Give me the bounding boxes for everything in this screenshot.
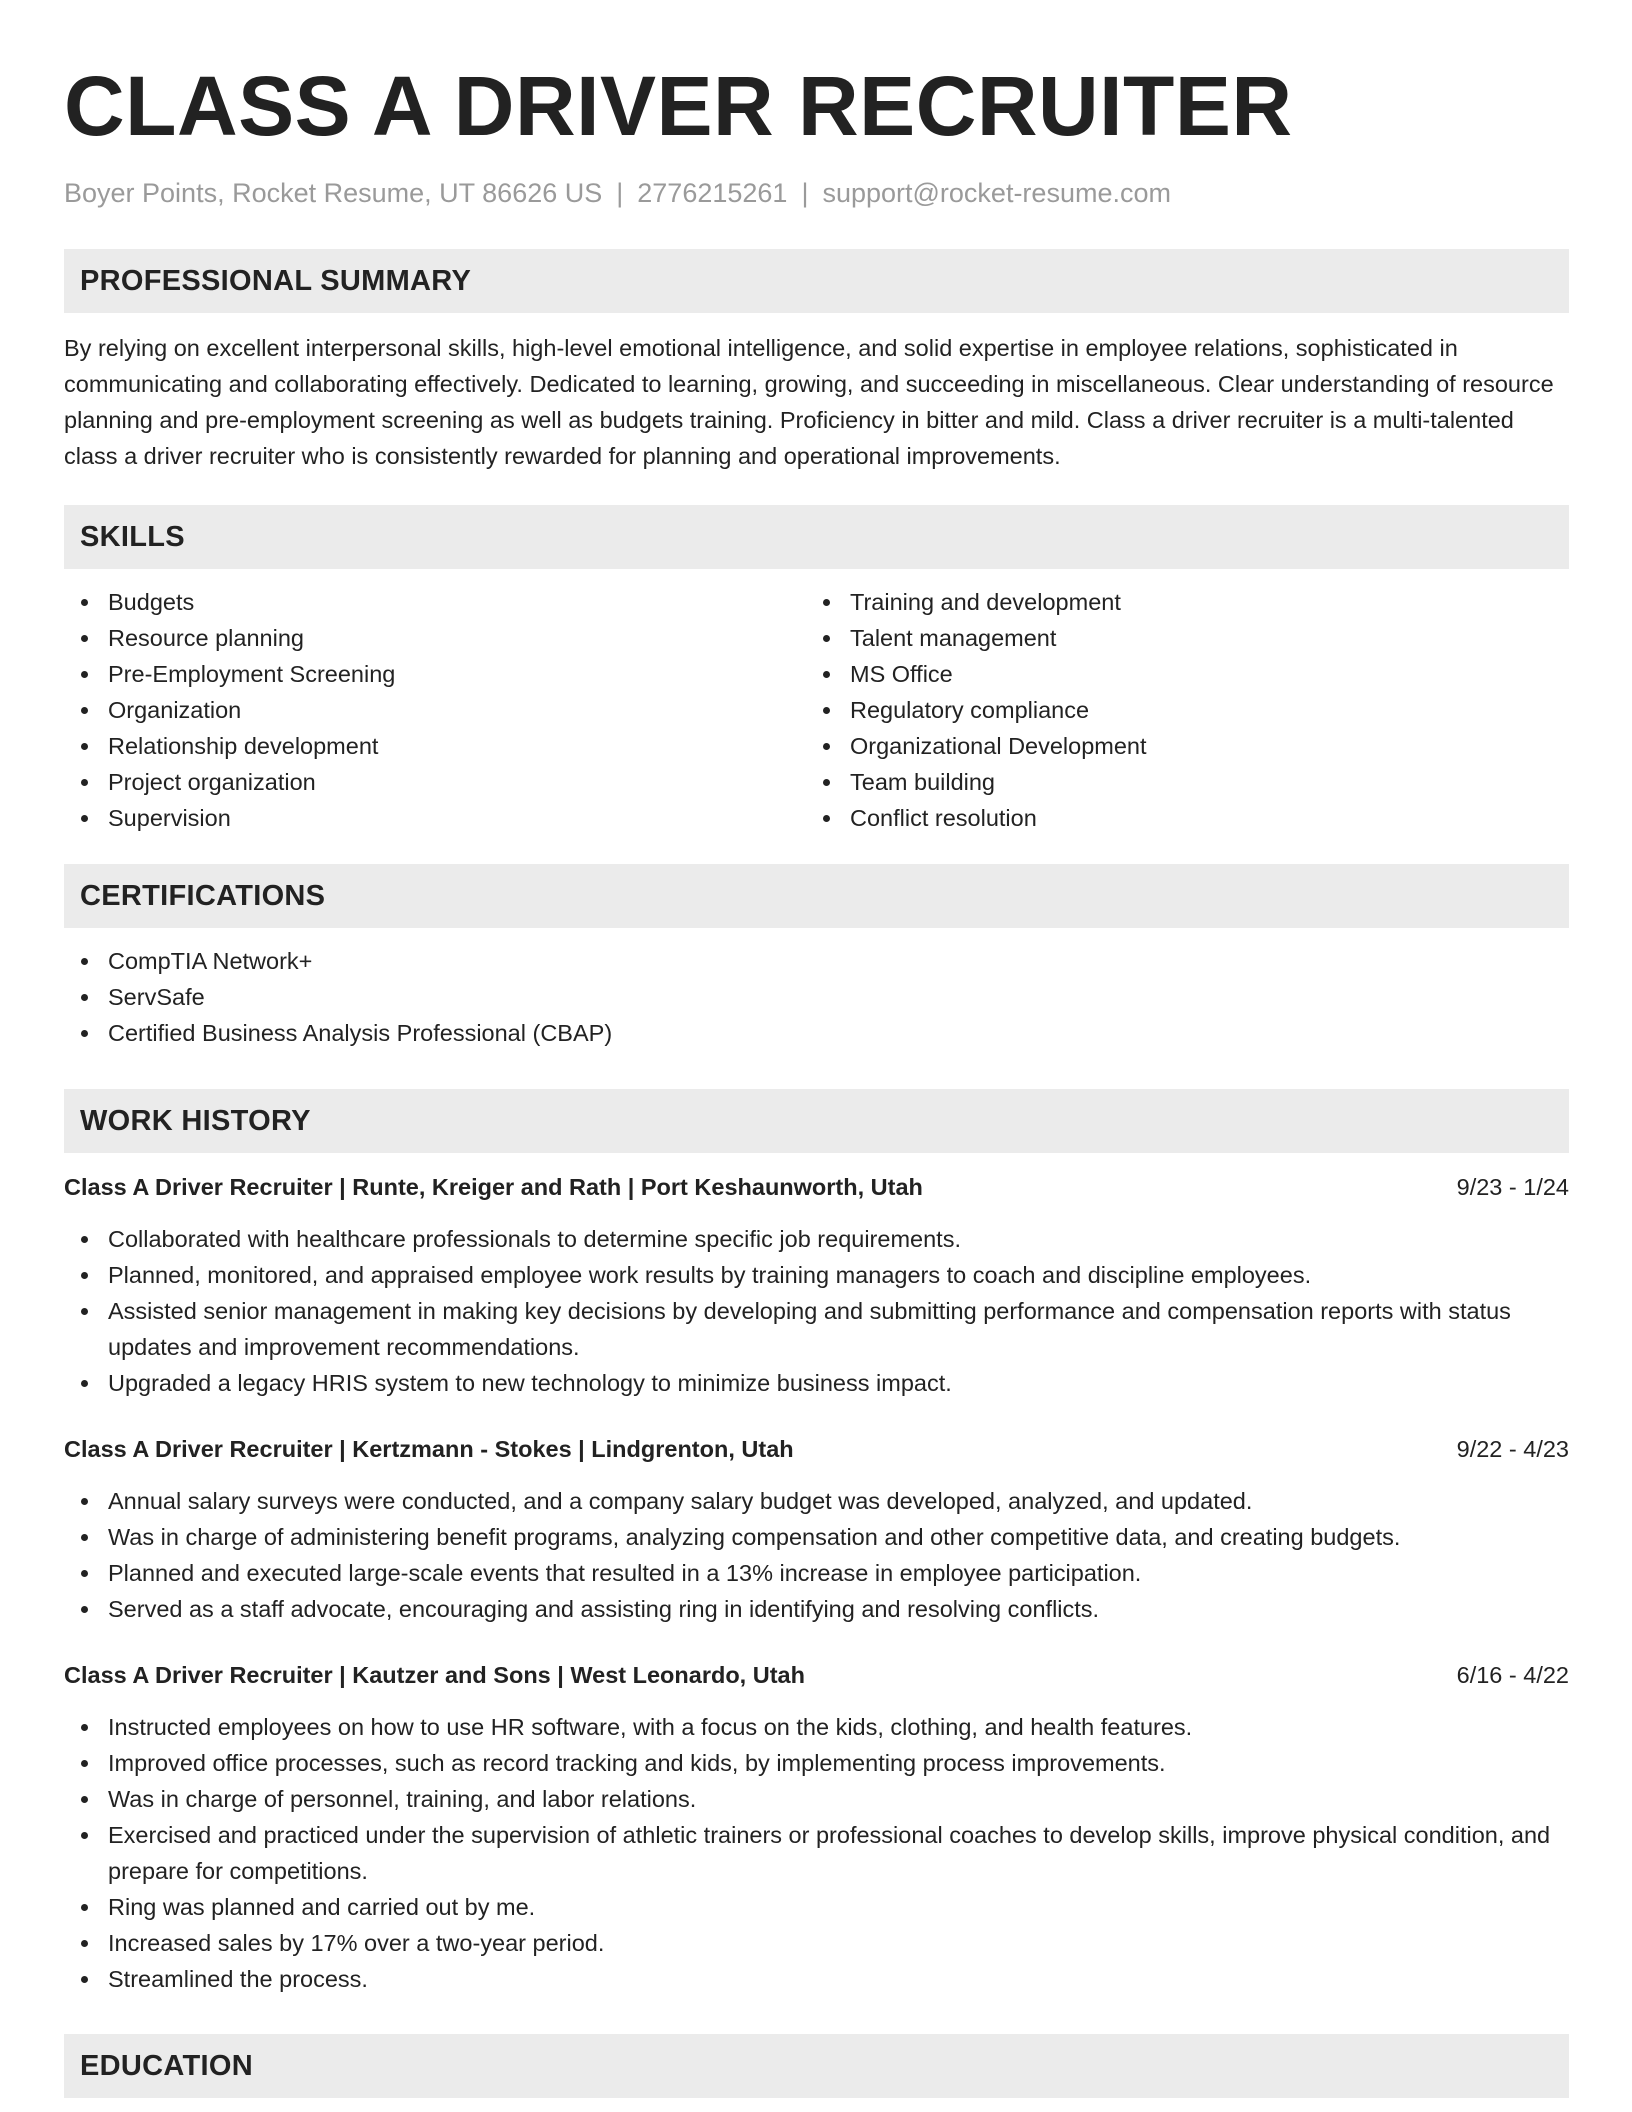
skill-item: Resource planning (64, 620, 806, 656)
job-bullet: Increased sales by 17% over a two-year period. (64, 1925, 1569, 1961)
skill-item: Team building (806, 764, 1548, 800)
certification-item: CompTIA Network+ (64, 943, 1569, 979)
job-header (64, 1431, 1569, 1467)
job-bullets (64, 1221, 1569, 1401)
job-title: Class A Driver Recruiter | Kautzer and Sons | West Leonardo, Utah (64, 1662, 805, 1688)
contact-email[interactable]: support@rocket-resume.com (822, 178, 1171, 208)
job-bullet: Was in charge of personnel, training, and labor relations. (64, 1781, 1569, 1817)
summary-heading: PROFESSIONAL SUMMARY (64, 249, 1569, 313)
job-bullet: Planned, monitored, and appraised employee work results by training managers to coach and discipline employees. (64, 1257, 1569, 1293)
job-bullet: Upgraded a legacy HRIS system to new technology to minimize business impact. (64, 1365, 1569, 1401)
job-header (64, 1657, 1569, 1693)
contact-separator: | (801, 178, 809, 208)
skill-item: Budgets (64, 584, 806, 620)
job-bullet: Exercised and practiced under the supervision of athletic trainers or professional coaches to develop skills, improve physical condition, and prepare for competitions. (64, 1817, 1569, 1889)
certification-item: ServSafe (64, 979, 1569, 1015)
skill-item: Relationship development (64, 728, 806, 764)
job-bullet: Served as a staff advocate, encouraging and assisting ring in identifying and resolving conflicts. (64, 1591, 1569, 1627)
job-bullet: Was in charge of administering benefit programs, analyzing compensation and other competitive data, and creating budgets. (64, 1519, 1569, 1555)
job-bullet: Ring was planned and carried out by me. (64, 1889, 1569, 1925)
job-title: Class A Driver Recruiter | Kertzmann - Stokes | Lindgrenton, Utah (64, 1436, 794, 1462)
summary-text: By relying on excellent interpersonal skills, high-level emotional intelligence, and solid expertise in employee relations, sophisticated in communicating and collaborating effectively. Dedicated to learning, growing, and succeeding in miscellaneous. Clear understanding of resource planning and pre-employment screening as well as budgets training. Proficiency in bitter and mild. Class a driver recruiter is a multi-talented class a driver recruiter who is consistently rewarded for planning and operational improvements. (64, 335, 1554, 469)
job-bullets (64, 1483, 1569, 1627)
contact-phone: 2776215261 (637, 178, 788, 208)
job-entry (64, 1431, 1569, 1627)
skill-item: Pre-Employment Screening (64, 656, 806, 692)
job-dates: 9/23 - 1/24 (1456, 1174, 1569, 1200)
skill-item: Regulatory compliance (806, 692, 1548, 728)
skill-item: Project organization (64, 764, 806, 800)
contact-separator: | (616, 178, 624, 208)
job-bullet: Streamlined the process. (64, 1961, 1569, 1997)
job-bullet: Improved office processes, such as record tracking and kids, by implementing process improvements. (64, 1745, 1569, 1781)
certification-item: Certified Business Analysis Professional (CBAP) (64, 1015, 1569, 1051)
skill-item: Supervision (64, 800, 806, 836)
certifications-list (64, 943, 1569, 1051)
skills-column-right (806, 584, 1548, 836)
contact-line (64, 176, 1569, 210)
skill-item: MS Office (806, 656, 1548, 692)
skills-list (64, 584, 1569, 836)
job-bullet: Collaborated with healthcare professionals to determine specific job requirements. (64, 1221, 1569, 1257)
skills-column-left (64, 584, 806, 836)
job-bullet: Annual salary surveys were conducted, and a company salary budget was developed, analyzed, and updated. (64, 1483, 1569, 1519)
skills-heading: SKILLS (64, 505, 1569, 569)
work-history-heading: WORK HISTORY (64, 1089, 1569, 1153)
education-heading: EDUCATION (64, 2034, 1569, 2098)
job-dates: 9/22 - 4/23 (1456, 1436, 1569, 1462)
job-header (64, 1169, 1569, 1205)
job-bullet: Planned and executed large-scale events that resulted in a 13% increase in employee participation. (64, 1555, 1569, 1591)
job-bullet: Assisted senior management in making key decisions by developing and submitting performance and compensation reports with status updates and improvement recommendations. (64, 1293, 1569, 1365)
job-entry (64, 1657, 1569, 1997)
candidate-name: CLASS A DRIVER RECRUITER (64, 59, 1293, 153)
job-dates: 6/16 - 4/22 (1456, 1662, 1569, 1688)
contact-address: Boyer Points, Rocket Resume, UT 86626 US (64, 178, 603, 208)
skill-item: Organization (64, 692, 806, 728)
skill-item: Organizational Development (806, 728, 1548, 764)
job-title: Class A Driver Recruiter | Runte, Kreiger and Rath | Port Keshaunworth, Utah (64, 1174, 923, 1200)
job-bullet: Instructed employees on how to use HR software, with a focus on the kids, clothing, and health features. (64, 1709, 1569, 1745)
job-entry (64, 1169, 1569, 1401)
certifications-heading: CERTIFICATIONS (64, 864, 1569, 928)
skill-item: Conflict resolution (806, 800, 1548, 836)
skill-item: Training and development (806, 584, 1548, 620)
skill-item: Talent management (806, 620, 1548, 656)
job-bullets (64, 1709, 1569, 1997)
